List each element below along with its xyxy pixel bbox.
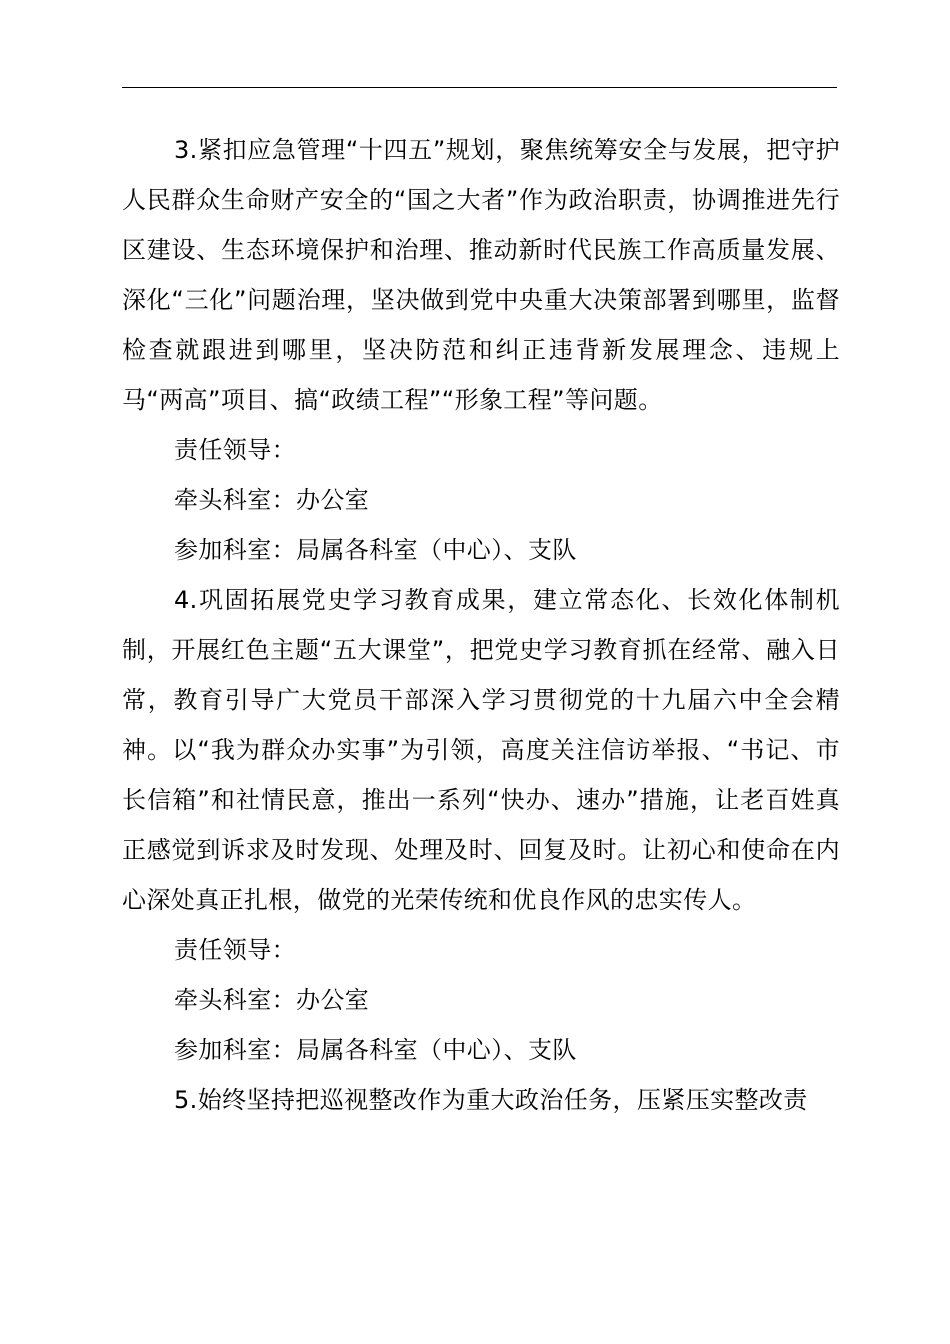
responsible-leader-label: 责任领导：: [174, 936, 296, 964]
header-divider: [122, 87, 837, 88]
responsible-leader-label: 责任领导：: [174, 436, 296, 464]
paragraph-item-3: 3.紧扣应急管理“十四五”规划，聚焦统筹安全与发展，把守护人民群众生命财产安全的“国之大者”作为政治职责，协调推进先行区建设、生态环境保护和治理、推动新时代民族工作高质量发展、深化“三化”问题治理，坚决做到党中央重大决策部署到哪里，监督检查就跟进到哪里，坚决防范和纠正违背新发展理念、违规上马“两高”项目、搞“政绩工程”“形象工程”等问题。: [122, 136, 840, 414]
participating-departments: 参加科室：局属各科室（中心）、支队: [174, 536, 577, 564]
lead-department: 牵头科室：办公室: [174, 486, 370, 514]
paragraph-item-4: 4.巩固拓展党史学习教育成果，建立常态化、长效化体制机制，开展红色主题“五大课堂”，把党史学习教育抓在经常、融入日常，教育引导广大党员干部深入学习贯彻党的十九届六中全会精神。以“我为群众办实事”为引领，高度关注信访举报、“书记、市长信箱”和社情民意，推出一系列“快办、速办”措施，让老百姓真正感觉到诉求及时发现、处理及时、回复及时。让初心和使命在内心深处真正扎根，做党的光荣传统和优良作风的忠实传人。: [122, 586, 840, 914]
participating-departments: 参加科室：局属各科室（中心）、支队: [174, 1036, 577, 1064]
document-body: [122, 125, 840, 1125]
paragraph-item-5: 5.始终坚持把巡视整改作为重大政治任务，压紧压实整改责: [174, 1086, 808, 1114]
lead-department: 牵头科室：办公室: [174, 986, 370, 1014]
